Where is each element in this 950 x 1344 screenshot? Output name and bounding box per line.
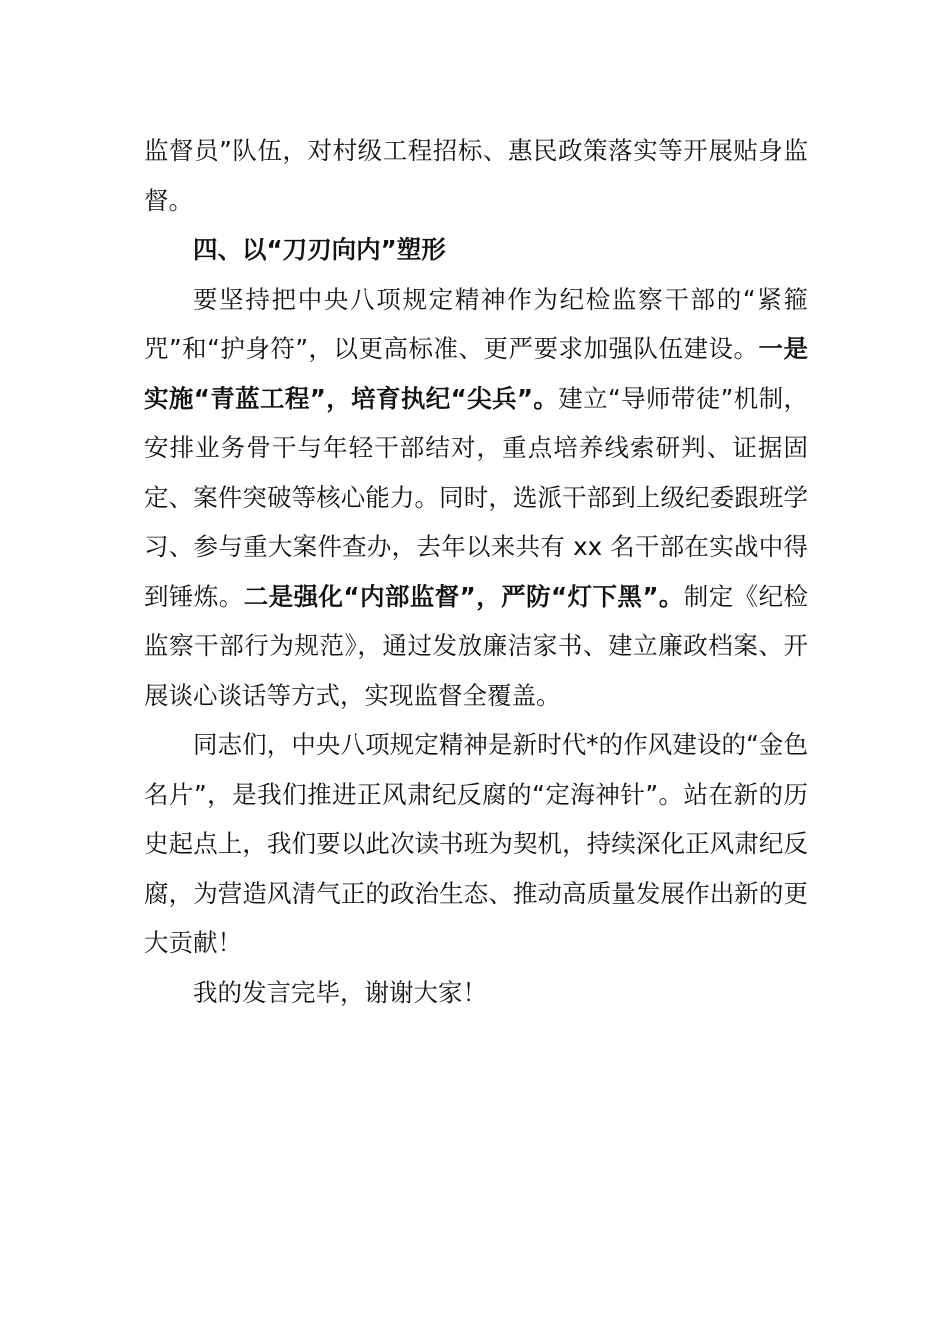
point-one-body: 建立“导师带徒”机制，安排业务骨干与年轻干部结对，重点培养线索研判、证据固定、案件突破等核心能力。同时，选派干部到上级纪委跟班学习、参与重大案件查办，去年以来共有 xx 名干部在实战中得到锤炼。 <box>144 383 808 611</box>
paragraph-section-four <box>144 275 808 721</box>
point-one-title: 一是实施“青蓝工程”，培育执纪“尖兵”。 <box>144 334 809 413</box>
paragraph-intro: 要坚持把中央八项规定精神作为纪检监察干部的“紧箍咒”和“护身符”，以更高标准、更严要求加强队伍建设。 <box>144 284 808 363</box>
paragraph-end: 我的发言完毕，谢谢大家！ <box>193 977 487 1007</box>
paragraph-continuation: 监督员”队伍，对村级工程招标、惠民政策落实等开展贴身监督。 <box>144 136 808 215</box>
paragraph-closing: 同志们，中央八项规定精神是新时代*的作风建设的“金色名片”，是我们推进正风肃纪反腐的“定海神针”。站在新的历史起点上，我们要以此次读书班为契机，持续深化正风肃纪反腐，为营造风清气正的政治生态、推动高质量发展作出新的更大贡献！ <box>144 730 808 957</box>
section-heading-four: 四、以“刀刃向内”塑形 <box>193 235 446 264</box>
point-two-title: 二是强化“内部监督”，严防“灯下黑”。 <box>243 581 684 611</box>
point-two-body: 制定《纪检监察干部行为规范》，通过发放廉洁家书、建立廉政档案、开展谈心谈话等方式，实现监督全覆盖。 <box>144 581 808 710</box>
document-body <box>144 126 808 1017</box>
